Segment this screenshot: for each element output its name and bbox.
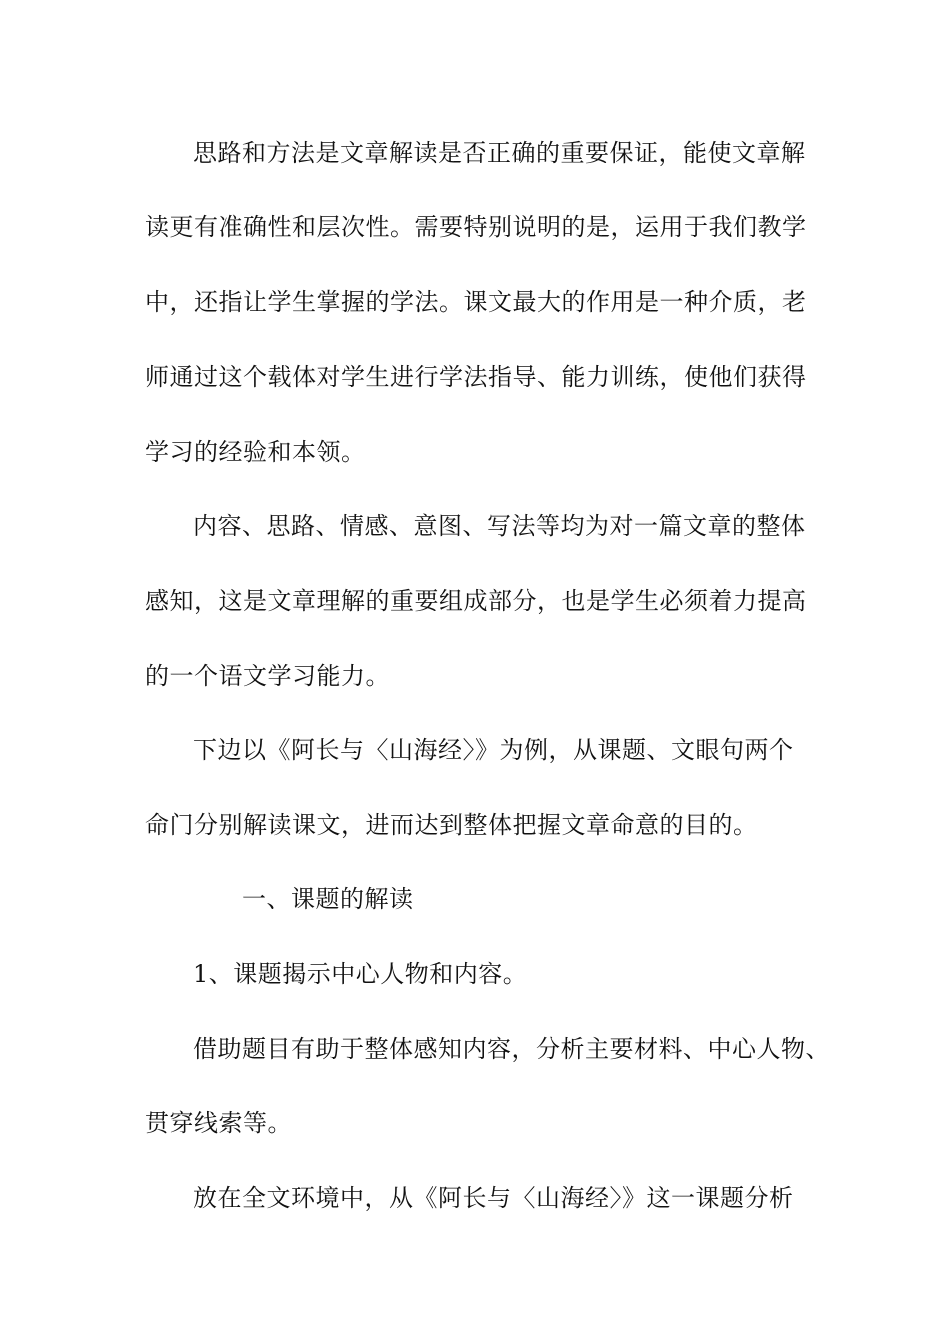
paragraph-2-line-1: 内容、思路、情感、意图、写法等均为对一篇文章的整体 [193,512,806,540]
section-heading: 一、课题的解读 [242,885,414,913]
paragraph-4-line-1: 借助题目有助于整体感知内容，分析主要材料、中心人物、 [193,1035,830,1063]
paragraph-3-line-1: 下边以《阿长与〈山海经〉》为例，从课题、文眼句两个 [193,736,794,764]
paragraph-1-line-3: 中，还指让学生掌握的学法。课文最大的作用是一种介质，老 [145,288,807,316]
paragraph-3-line-2: 命门分别解读课文，进而达到整体把握文章命意的目的。 [145,811,758,839]
paragraph-2-line-3: 的一个语文学习能力。 [145,662,390,690]
paragraph-5-line-1: 放在全文环境中，从《阿长与〈山海经〉》这一课题分析 [193,1184,794,1212]
paragraph-1-line-1: 思路和方法是文章解读是否正确的重要保证，能使文章解 [193,139,806,167]
paragraph-1-line-5: 学习的经验和本领。 [145,438,366,466]
subsection-heading: 1、课题揭示中心人物和内容。 [193,960,528,988]
paragraph-2-line-2: 感知，这是文章理解的重要组成部分，也是学生必须着力提高 [145,587,807,615]
paragraph-4-line-2: 贯穿线索等。 [145,1109,292,1137]
paragraph-1-line-2: 读更有准确性和层次性。需要特别说明的是，运用于我们教学 [145,213,807,241]
paragraph-1-line-4: 师通过这个载体对学生进行学法指导、能力训练，使他们获得 [145,363,807,391]
